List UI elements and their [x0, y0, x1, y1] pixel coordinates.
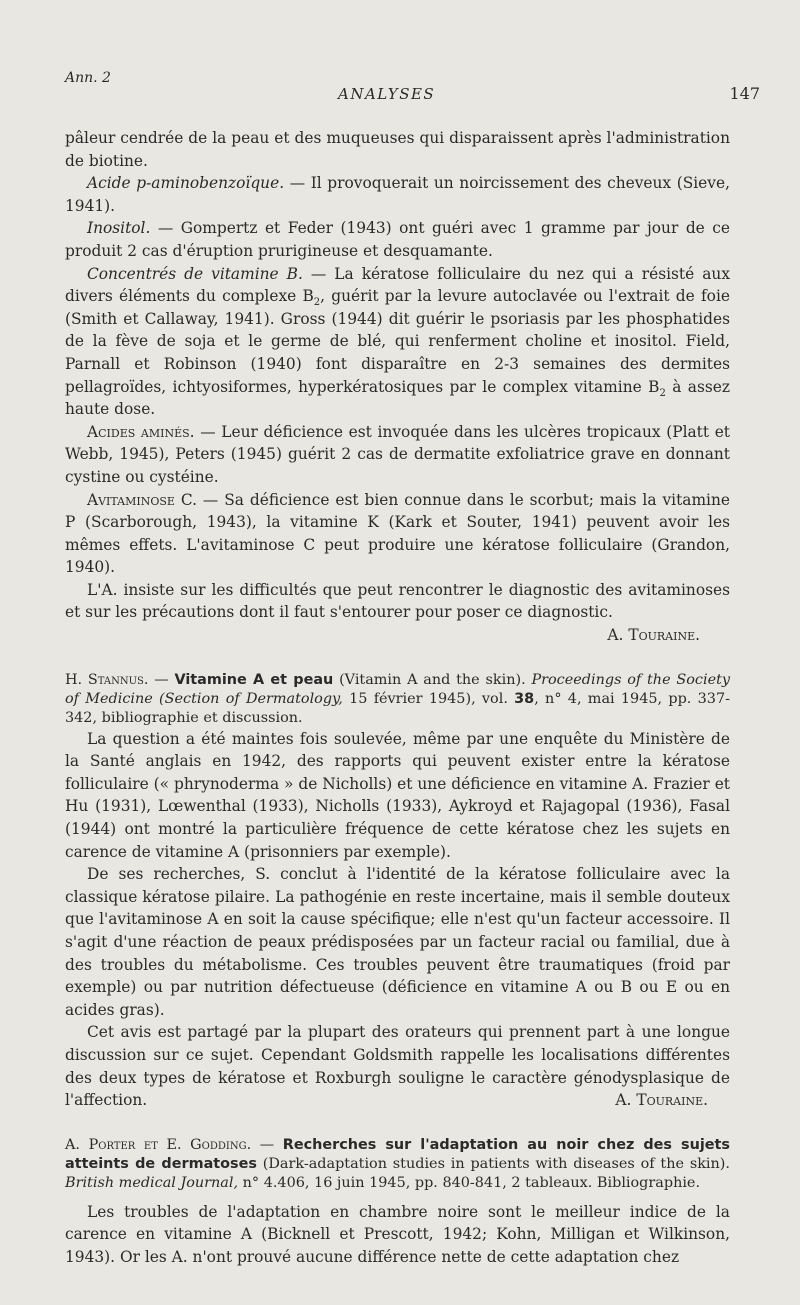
paragraph-amino-acids [65, 421, 730, 489]
reference-dash: — [148, 671, 175, 688]
paragraph-text: , guérit par la levure autoclavée ou l'extrait de foie (Smith et Callaway, 1941). Gross (1944) dit guérir le psoriasis par les phosphatides de la fève de soja et le germe de blé, qui renferment choline et inositol. Field, Parnall et Robinson (1940) font disparaître en 2-3 semaines des dermites pellagroïdes, ichtyosiformes, hyperkératosiques par le complex vitamine B [65, 287, 730, 396]
reference-volume: 38 [514, 690, 535, 707]
paragraph-stannus-1: La question a été maintes fois soulevée, même par une enquête du Ministère de la Santé anglais en 1942, des rapports qui peuvent exister entre la kératose folliculaire (« phrynoderma » de Nicholls) et une déficience en vitamine A. Frazier et Hu (1931), Lœwenthal (1933), Nicholls (1933), Aykroyd et Rajagopal (1936), Fasal (1944) ont montré la particulière fréquence de cette kératose chez les sujets en carence de vitamine A (prisonniers par exemple). [65, 729, 730, 861]
reference-details: n° 4.406, 16 juin 1945, pp. 840-841, 2 tableaux. Bibliographie. [238, 1174, 701, 1191]
reference-journal: British medical Journal, [65, 1174, 239, 1191]
paragraph-text: — Leur déficience est invoquée dans les ulcères tropicaux (Platt et Webb, 1945), Peters (1945) guérit 2 cas de dermatite exfoliatrice grave en donnant cystine ou cystéine. [65, 422, 730, 486]
paragraph-inositol [65, 217, 730, 262]
paragraph-stannus-2: De ses recherches, S. conclut à l'identité de la kératose folliculaire avec la classique kératose pilaire. La pathogénie en reste incertaine, mais il semble douteux que l'avitaminose A en soit la cause spécifique; elle n'est qu'un facteur accessoire. Il s'agit d'une réaction de peaux prédisposées par un facteur racial ou familial, due à des troubles du métabolisme. Ces troubles peuvent être traumatiques (froid par exemple) ou par nutrition défectueuse (déficience en vitamine A ou B ou E ou en acides gras). [65, 865, 730, 1019]
reference-details: , n° 4, mai 1945, pp. 337-342, bibliographie et discussion. [65, 690, 730, 726]
paragraph-avitaminose-c [65, 489, 730, 579]
paragraph-stannus-3 [65, 1021, 730, 1111]
subscript: 2 [659, 387, 666, 399]
reference-translation: (Dark-adaptation studies in patients with diseases of the skin). [256, 1155, 730, 1172]
paragraph-biotine: pâleur cendrée de la peau et des muqueuses qui disparaissent après l'administration de biotine. [65, 129, 730, 170]
paragraph-vitamin-b [65, 263, 730, 421]
paragraph-label: Inositol. [87, 219, 151, 238]
paragraph-label: Avitaminose C. [87, 490, 197, 509]
paragraph-label: Acides aminés. [87, 422, 195, 441]
reference-title: Vitamine A et peau [174, 671, 334, 688]
paragraph-paba [65, 172, 730, 217]
spacer [65, 1112, 730, 1124]
journal-abbreviation: Ann. 2 [65, 70, 111, 86]
paragraph-text: — La kératose folliculaire du nez qui a résisté aux divers éléments du complexe B [65, 264, 730, 306]
paragraph-text: à assez haute dose. [65, 377, 730, 419]
paragraph-porter-1: Les troubles de l'adaptation en chambre noire sont le meilleur indice de la carence en vitamine A (Bicknell et Prescott, 1942; Kohn, Milligan et Wilkinson, 1943). Or les A. n'ont prouvé aucune différence nette de cette adaptation chez [65, 1202, 730, 1266]
reference-date: 15 février 1945), vol. [342, 690, 515, 707]
subscript: 2 [313, 297, 321, 309]
reference-dash: — [251, 1136, 283, 1153]
spacer [65, 647, 730, 659]
reference-author: H. Stannus. [65, 671, 149, 688]
paragraph-text: Cet avis est partagé par la plupart des orateurs qui prennent part à une longue discussion sur ce sujet. Cependant Goldsmith rappelle les localisations différentes des deux types de kératose et Roxburgh souligne le caractère génodysplasique de l'affection. [65, 1023, 730, 1110]
reference-translation: (Vitamin A and the skin). [333, 671, 532, 688]
reference-journal: Proceedings of the Society of Medicine (Section of Dermatology, [65, 671, 730, 707]
reference-porter-godding [65, 1136, 730, 1193]
paragraph-conclusion: L'A. insiste sur les difficultés que peut rencontrer le diagnostic des avitaminoses et sur les précautions dont il faut s'entourer pour poser ce diagnostic. [65, 580, 730, 622]
paragraph-label: Acide p-aminobenzoïque. [87, 174, 285, 193]
running-head [0, 58, 800, 108]
signature: A. Touraine. [615, 1091, 708, 1110]
section-title: ANALYSES [338, 85, 436, 103]
reference-stannus [65, 671, 730, 728]
signature: A. Touraine. [607, 626, 700, 645]
article-body [65, 127, 730, 1269]
reference-author: A. Porter et E. Godding. [65, 1136, 252, 1153]
paragraph-text: — Sa déficience est bien connue dans le scorbut; mais la vitamine P (Scarborough, 1943), la vitamine K (Kark et Souter, 1941) peuvent avoir les mêmes effets. L'avitaminose C peut produire une kératose folliculaire (Grandon, 1940). [65, 490, 730, 577]
paragraph-text: — Il provoquerait un noircissement des cheveux (Sieve, 1941). [65, 174, 730, 215]
page-number: 147 [729, 84, 760, 103]
paragraph-label: Concentrés de vitamine B. [87, 264, 303, 283]
spacer [65, 1193, 730, 1201]
reference-title: Recherches sur l'adaptation au noir chez des sujets atteints de dermatoses [65, 1136, 730, 1172]
paragraph-text: — Gompertz et Feder (1943) ont guéri avec 1 gramme par jour de ce produit 2 cas d'éruption prurigineuse et desquamante. [65, 219, 730, 260]
